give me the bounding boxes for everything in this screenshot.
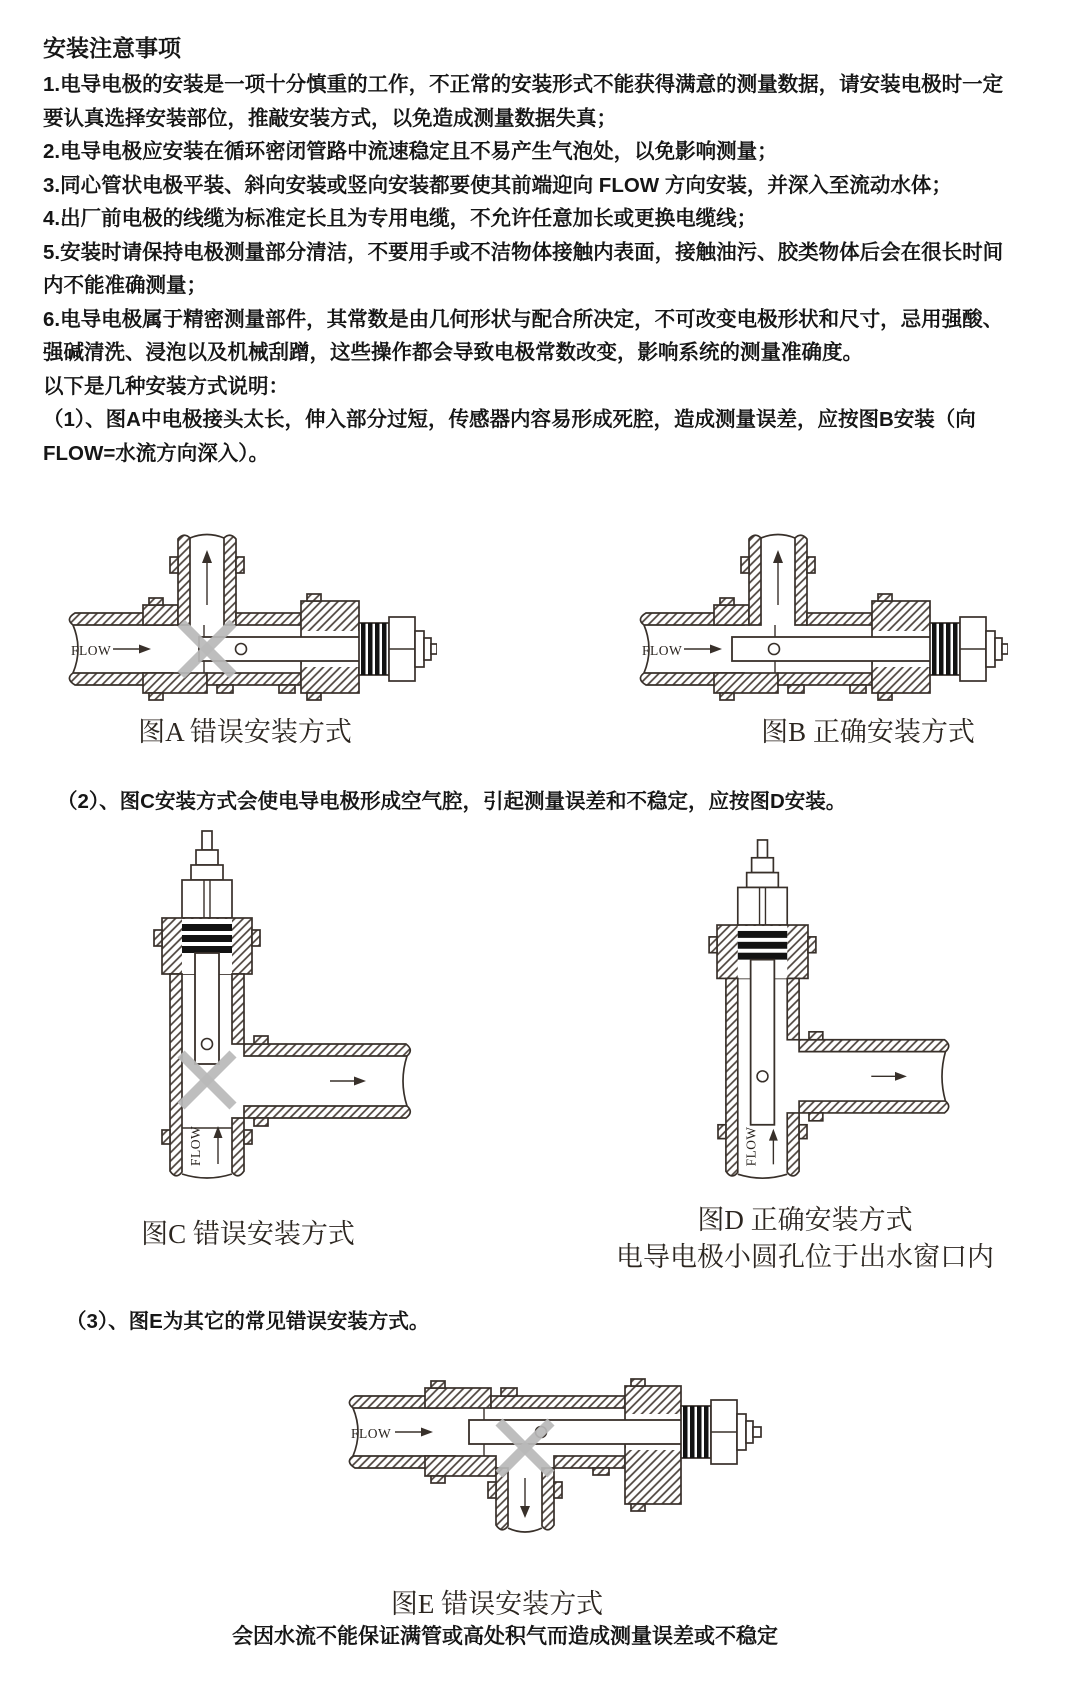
seal-rings [930, 623, 960, 675]
flow-direction-arrow [871, 1072, 907, 1081]
cable-connector [711, 1400, 761, 1464]
electrode-hole [202, 1039, 213, 1050]
seal-rings [738, 931, 787, 960]
electrode-probe [199, 637, 361, 661]
seal-rings [681, 1406, 711, 1458]
figure-b [628, 505, 1008, 705]
electrode-hole [757, 1071, 768, 1082]
flow-label-group [351, 1426, 433, 1441]
note-line: 5.安装时请保持电极测量部分清洁，不要用手或不洁物体接触内表面，接触油污、胶类物体后会在很长时间 [43, 240, 1004, 264]
electrode-gland [625, 1379, 681, 1511]
seal-rings [359, 623, 389, 675]
cable-connector [960, 617, 1008, 681]
figure-c-diagram [92, 828, 422, 1193]
flow-label: FLOW [188, 1125, 203, 1166]
figure-d-caption: 图D 正确安装方式 [697, 1205, 913, 1235]
cable-connector [182, 831, 232, 918]
pipe-branch-right [799, 1032, 949, 1121]
electrode-probe [195, 953, 219, 1064]
flow-label: FLOW [71, 643, 112, 658]
figure-c-caption: 图C 错误安装方式 [141, 1219, 355, 1249]
pipe-branch-up [741, 535, 815, 626]
figure-d-subcaption: 电导电极小圆孔位于出水窗口内 [616, 1242, 994, 1272]
flow-direction-arrow [773, 550, 783, 605]
electrode-hole [236, 644, 247, 655]
seal-rings [182, 924, 232, 953]
flow-label-group [642, 643, 722, 658]
electrode-probe [751, 960, 775, 1125]
note-line: FLOW=水流方向深入）。 [43, 441, 270, 465]
flow-direction-arrow [202, 550, 212, 605]
pipe-branch-right [244, 1036, 410, 1126]
figure-d [652, 838, 962, 1194]
note-line: 3.同心管状电极平装、斜向安装或竖向安装都要使其前端迎向 FLOW 方向安装，并深入至流动水体； [43, 173, 952, 197]
note-line: 要认真选择安装部位，推敲安装方式，以免造成测量数据失真； [43, 106, 617, 130]
flow-label: FLOW [642, 643, 683, 658]
electrode-hole [769, 644, 780, 655]
cable-connector [389, 617, 437, 681]
electrode-probe [732, 637, 932, 661]
figure-b-diagram [628, 505, 1008, 705]
flow-label: FLOW [743, 1126, 759, 1167]
flow-direction-arrow [330, 1077, 366, 1086]
flow-label-group [188, 1126, 223, 1166]
figure-d-diagram [652, 838, 962, 1194]
figure-c [92, 828, 422, 1193]
page-title: 安装注意事项 [43, 35, 181, 61]
pipe-branch-up [170, 535, 244, 626]
cable-connector [738, 840, 787, 925]
flow-label-group [71, 643, 151, 658]
figure-a-diagram [57, 505, 437, 705]
note-line: 强碱清洗、浸泡以及机械刮蹭，这些操作都会导致电极常数改变，影响系统的测量准确度。 [43, 341, 863, 364]
note-line: 1.电导电极的安装是一项十分慎重的工作，不正常的安装形式不能获得满意的测量数据，请安装电极时一定 [43, 73, 1004, 96]
figure-e [335, 1360, 765, 1565]
figure-e-caption: 图E 错误安装方式 [390, 1589, 604, 1619]
note-line: 2.电导电极应安装在循环密闭管路中流速稳定且不易产生气泡处，以免影响测量； [43, 140, 778, 163]
flow-label-group [744, 1127, 778, 1167]
notes-block [43, 68, 1053, 470]
pipe-branch-down [488, 1468, 562, 1532]
flow-label: FLOW [351, 1426, 392, 1441]
section-2-text: （2）、图C安装方式会使电导电极形成空气腔，引起测量误差和不稳定，应按图D安装。 [57, 790, 847, 813]
figure-a [57, 505, 437, 705]
figure-a-caption: 图A 错误安装方式 [138, 717, 352, 747]
figure-e-subcaption: 会因水流不能保证满管或高处积气而造成测量误差或不稳定 [232, 1625, 778, 1648]
note-line: 6.电导电极属于精密测量部件，其常数是由几何形状与配合所决定，不可改变电极形状和尺寸，忌用强酸、 [43, 307, 1004, 331]
flow-direction-arrow [520, 1478, 530, 1518]
note-line: 4.出厂前电极的线缆为标准定长且为专用电缆，不允许任意加长或更换电缆线； [43, 207, 758, 230]
note-line: （1）、图A中电极接头太长，伸入部分过短，传感器内容易形成死腔，造成测量误差，应按图B安装（向 [43, 408, 976, 431]
note-line: 以下是几种安装方式说明： [43, 374, 289, 398]
note-line: 内不能准确测量； [43, 274, 207, 297]
figure-b-caption: 图B 正确安装方式 [761, 717, 975, 747]
figure-e-diagram [335, 1360, 765, 1565]
section-3-text: （3）、图E为其它的常见错误安装方式。 [66, 1310, 430, 1333]
